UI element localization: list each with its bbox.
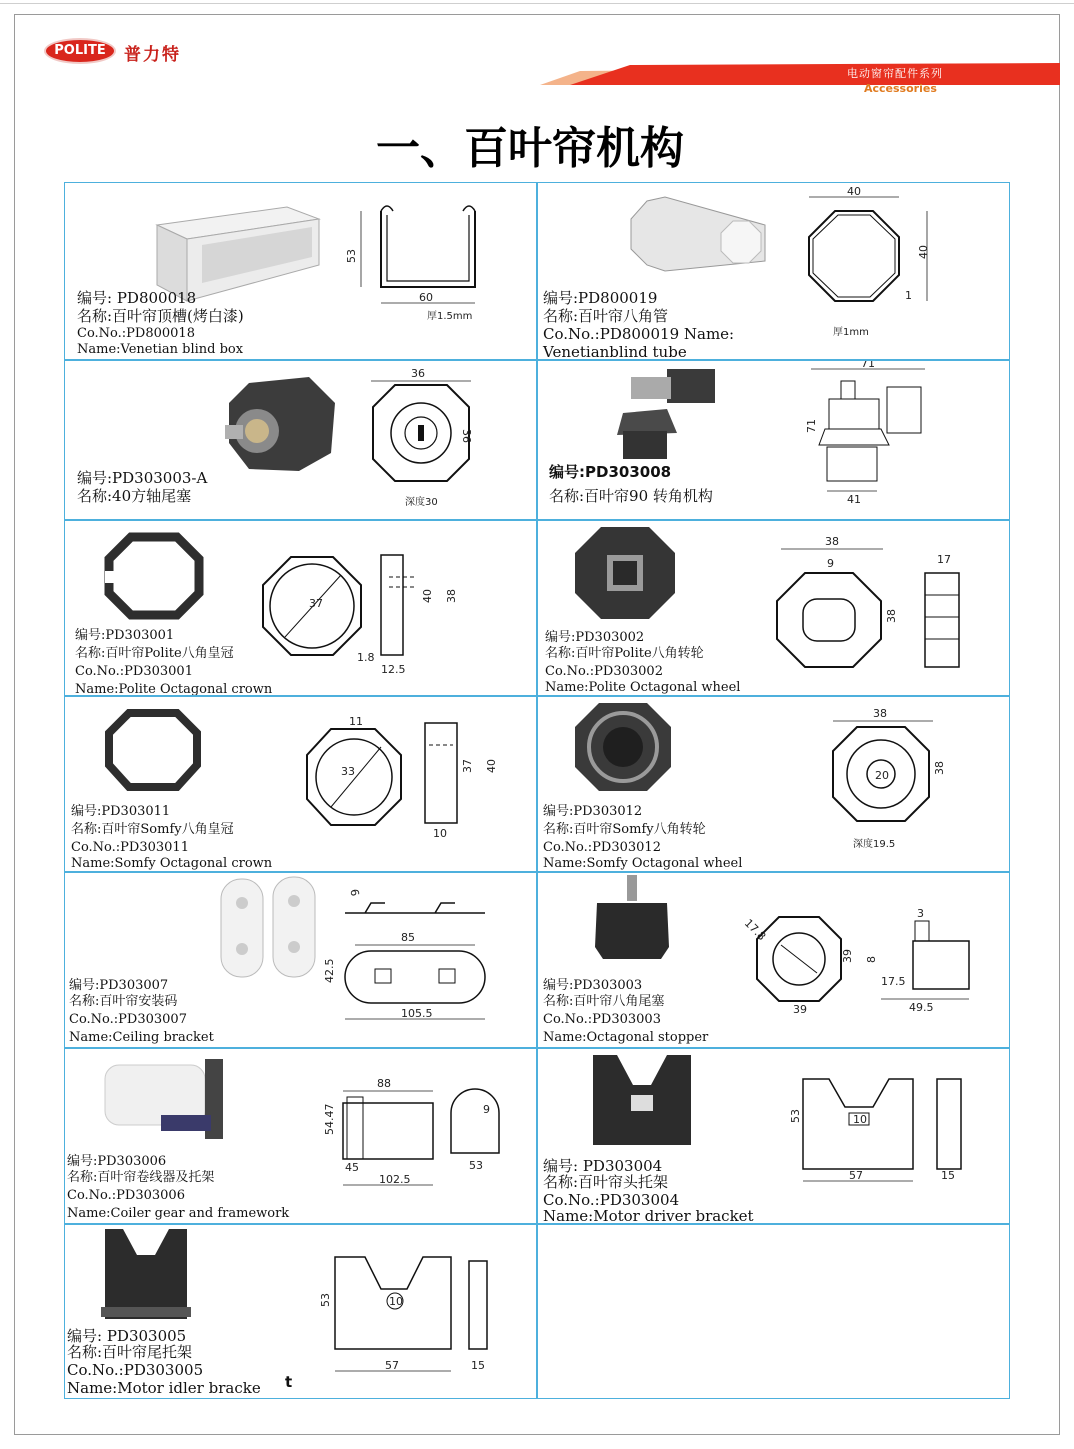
- dim-71-side: 71: [805, 419, 818, 433]
- crown-drawing: [257, 547, 487, 677]
- series-title-en: Accessories: [864, 82, 937, 95]
- product-name-en: Name:Somfy Octagonal wheel: [543, 856, 743, 871]
- polite-logo: [44, 38, 116, 64]
- header-band: [540, 63, 1060, 85]
- dim-33: 33: [341, 765, 355, 778]
- product-name-cn: 名称:百叶帘八角尾塞: [543, 994, 665, 1009]
- product-name-cn: 名称:百叶帘尾托架: [67, 1343, 193, 1361]
- product-cell-pd303012: [536, 696, 1010, 872]
- dim-57: 57: [385, 1359, 399, 1372]
- product-code: 编号:PD303002: [545, 630, 645, 645]
- driver-bracket-icon: [587, 1051, 697, 1147]
- octagonal-wheel-icon: [573, 525, 677, 621]
- product-code: 编号:PD303012: [543, 804, 643, 819]
- dim-17: 17: [937, 553, 951, 566]
- product-code: 编号:PD303008: [549, 463, 672, 481]
- somfy-wheel-drawing: [829, 707, 959, 857]
- thickness-note: 厚1mm: [833, 327, 869, 338]
- dim-105-5: 105.5: [401, 1007, 433, 1020]
- dim-38-top: 38: [873, 707, 887, 720]
- end-plug-icon: [219, 373, 339, 473]
- dim-53: 53: [319, 1293, 332, 1307]
- stray-character: t: [285, 1373, 293, 1391]
- product-cell-pd303006: [64, 1048, 538, 1224]
- dim-36-top: 36: [411, 367, 425, 380]
- driver-bracket-drawing: [783, 1069, 993, 1199]
- depth-note: 深度19.5: [853, 839, 896, 850]
- dim-85: 85: [401, 931, 415, 944]
- product-code: 编号: PD800018: [77, 289, 197, 307]
- logo-chinese-name: 普力特: [124, 45, 181, 65]
- product-name-cn: 名称:百叶帘卷线器及托架: [67, 1170, 215, 1185]
- product-name-cn: 名称:百叶帘Polite八角皇冠: [75, 646, 234, 661]
- somfy-crown-drawing: [301, 715, 511, 845]
- coiler-gear-drawing: [303, 1073, 533, 1213]
- dim-54-47: 54.47: [323, 1103, 336, 1135]
- product-name-cn: 名称:百叶帘顶槽(烤白漆): [77, 307, 244, 325]
- product-name-cn: 名称:百叶帘Somfy八角皇冠: [71, 822, 234, 837]
- corner-gear-icon: [607, 363, 727, 463]
- product-co-no: Co.No.:PD303012: [543, 840, 661, 855]
- dim-15: 15: [471, 1359, 485, 1372]
- product-co-no: Co.No.:PD303002: [545, 664, 663, 679]
- product-name-cn: 名称:40方轴尾塞: [77, 487, 192, 505]
- top-rule: [0, 0, 1074, 4]
- dim-40-side: 40: [917, 245, 930, 259]
- product-cell-pd800018: [64, 182, 538, 360]
- dim-36-side: 36: [460, 429, 473, 443]
- ceiling-bracket-drawing: [315, 883, 525, 1033]
- product-code: 编号:PD303003-A: [77, 469, 208, 487]
- dim-53: 53: [345, 249, 358, 263]
- product-co-no: Co.No.:PD303011: [71, 840, 189, 855]
- logo-text: POLITE: [54, 43, 106, 58]
- tube-drawing: [797, 183, 967, 343]
- product-cell-pd303002: [536, 520, 1010, 696]
- dim-53: 53: [469, 1159, 483, 1172]
- dim-57: 57: [849, 1169, 863, 1182]
- product-name-cn: 名称:百叶帘八角管: [543, 307, 669, 325]
- dim-71-top: 71: [861, 357, 875, 370]
- product-co-no: Co.No.:PD303004: [543, 1191, 680, 1209]
- dim-38-top: 38: [825, 535, 839, 548]
- product-cell-pd303003: [536, 872, 1010, 1048]
- product-name-cn: 名称:百叶帘安装码: [69, 994, 178, 1009]
- series-title-cn: 电动窗帘配件系列: [847, 67, 943, 80]
- dim-11: 11: [349, 715, 363, 728]
- product-cell-pd303005: [64, 1224, 538, 1399]
- product-name-cn: 名称:百叶帘头托架: [543, 1173, 669, 1191]
- dim-9: 9: [827, 557, 834, 570]
- product-name-en: Name:Octagonal stopper: [543, 1030, 709, 1045]
- product-co-no: Co.No.:PD800018: [77, 326, 195, 341]
- dim-37: 37: [309, 597, 323, 610]
- dim-20: 20: [875, 769, 889, 782]
- depth-note: 深度30: [405, 497, 438, 508]
- dim-45: 45: [345, 1161, 359, 1174]
- dim-49-5: 49.5: [909, 1001, 934, 1014]
- product-code: 编号: PD303005: [67, 1327, 187, 1345]
- product-co-no: Co.No.:PD303005: [67, 1361, 204, 1379]
- wheel-drawing: [773, 533, 983, 683]
- dim-42-5: 42.5: [323, 958, 336, 983]
- octagonal-crown-icon: [105, 531, 205, 621]
- dim-10: 10: [853, 1113, 867, 1126]
- product-code: 编号: PD303004: [543, 1157, 663, 1175]
- octagonal-tube-icon: [625, 191, 775, 275]
- product-co-no: Co.No.:PD303003: [543, 1012, 661, 1027]
- dim-12-5: 12.5: [381, 663, 406, 676]
- product-cell-pd303008: [536, 357, 1010, 520]
- end-plug-drawing: [361, 361, 521, 511]
- dim-41: 41: [847, 493, 861, 506]
- empty-cell: [536, 1224, 1010, 1399]
- somfy-wheel-icon: [573, 701, 673, 793]
- product-co-no: Co.No.:PD303007: [69, 1012, 187, 1027]
- dim-3: 3: [917, 907, 924, 920]
- dim-6: 6: [347, 888, 362, 898]
- octagonal-stopper-icon: [587, 873, 677, 967]
- product-cell-pd303003-a: [64, 360, 538, 520]
- dim-40: 40: [485, 759, 498, 773]
- product-name-en: Name:Motor driver bracket: [543, 1207, 754, 1224]
- dim-10: 10: [433, 827, 447, 840]
- dim-40-top: 40: [847, 185, 861, 198]
- product-cell-pd303004: [536, 1048, 1010, 1224]
- dim-17-5: 17.5: [881, 975, 906, 988]
- stopper-drawing: [737, 887, 987, 1027]
- dim-15: 15: [941, 1169, 955, 1182]
- product-cell-pd303011: [64, 696, 538, 872]
- dim-10: 10: [389, 1295, 403, 1308]
- product-code: 编号:PD303011: [71, 804, 171, 819]
- dim-39-side: 39: [841, 949, 854, 963]
- dim-17-8: 17.8: [741, 916, 769, 944]
- dim-102-5: 102.5: [379, 1173, 411, 1186]
- somfy-crown-icon: [105, 707, 201, 791]
- dim-60: 60: [419, 291, 433, 304]
- dim-38-side: 38: [933, 761, 946, 775]
- dim-1: 1: [905, 289, 912, 302]
- coiler-gear-icon: [101, 1055, 231, 1141]
- corner-gear-drawing: [801, 357, 951, 506]
- dim-88: 88: [377, 1077, 391, 1090]
- product-co-no: Co.No.:PD303006: [67, 1188, 185, 1203]
- dim-9: 9: [483, 1103, 490, 1116]
- product-cell-pd303001: [64, 520, 538, 696]
- ceiling-bracket-icon: [215, 875, 325, 981]
- dim-38: 38: [445, 589, 458, 603]
- product-code: 编号:PD303007: [69, 978, 169, 993]
- dim-39-bottom: 39: [793, 1003, 807, 1016]
- product-code: 编号:PD800019: [543, 289, 658, 307]
- product-name-en: Name:Somfy Octagonal crown: [71, 856, 273, 871]
- dim-37: 37: [461, 759, 474, 773]
- product-code: 编号:PD303003: [543, 978, 643, 993]
- dim-40: 40: [421, 589, 434, 603]
- product-name-cn: 名称:百叶帘90 转角机构: [549, 487, 713, 505]
- product-co-no: Co.No.:PD800019 Name:: [543, 325, 735, 343]
- product-name-en: Name:Polite Octagonal crown: [75, 682, 273, 696]
- product-name-en: Venetianblind tube: [543, 343, 687, 360]
- product-code: 编号:PD303006: [67, 1154, 167, 1169]
- product-name-en: Name:Polite Octagonal wheel: [545, 680, 741, 695]
- idler-bracket-drawing: [315, 1249, 515, 1381]
- dim-38-side: 38: [885, 609, 898, 623]
- dim-53: 53: [789, 1109, 802, 1123]
- dim-8: 8: [865, 956, 878, 963]
- idler-bracket-icon: [101, 1227, 191, 1321]
- page-title: 一、百叶帘机构: [376, 123, 684, 174]
- product-name-en: Name:Motor idler bracke: [67, 1379, 261, 1397]
- dim-1-8: 1.8: [357, 651, 375, 664]
- product-code: 编号:PD303001: [75, 628, 175, 643]
- product-name-en: Name:Venetian blind box: [77, 342, 244, 357]
- product-name-en: Name:Ceiling bracket: [69, 1030, 214, 1045]
- product-name-cn: 名称:百叶帘Polite八角转轮: [545, 646, 704, 661]
- blind-box-drawing: [347, 197, 497, 322]
- thickness-note: 厚1.5mm: [427, 311, 473, 322]
- product-name-en: Name:Coiler gear and framework: [67, 1206, 290, 1221]
- product-name-cn: 名称:百叶帘Somfy八角转轮: [543, 822, 706, 837]
- product-cell-pd303007: [64, 872, 538, 1048]
- product-co-no: Co.No.:PD303001: [75, 664, 193, 679]
- product-cell-pd800019: [536, 182, 1010, 360]
